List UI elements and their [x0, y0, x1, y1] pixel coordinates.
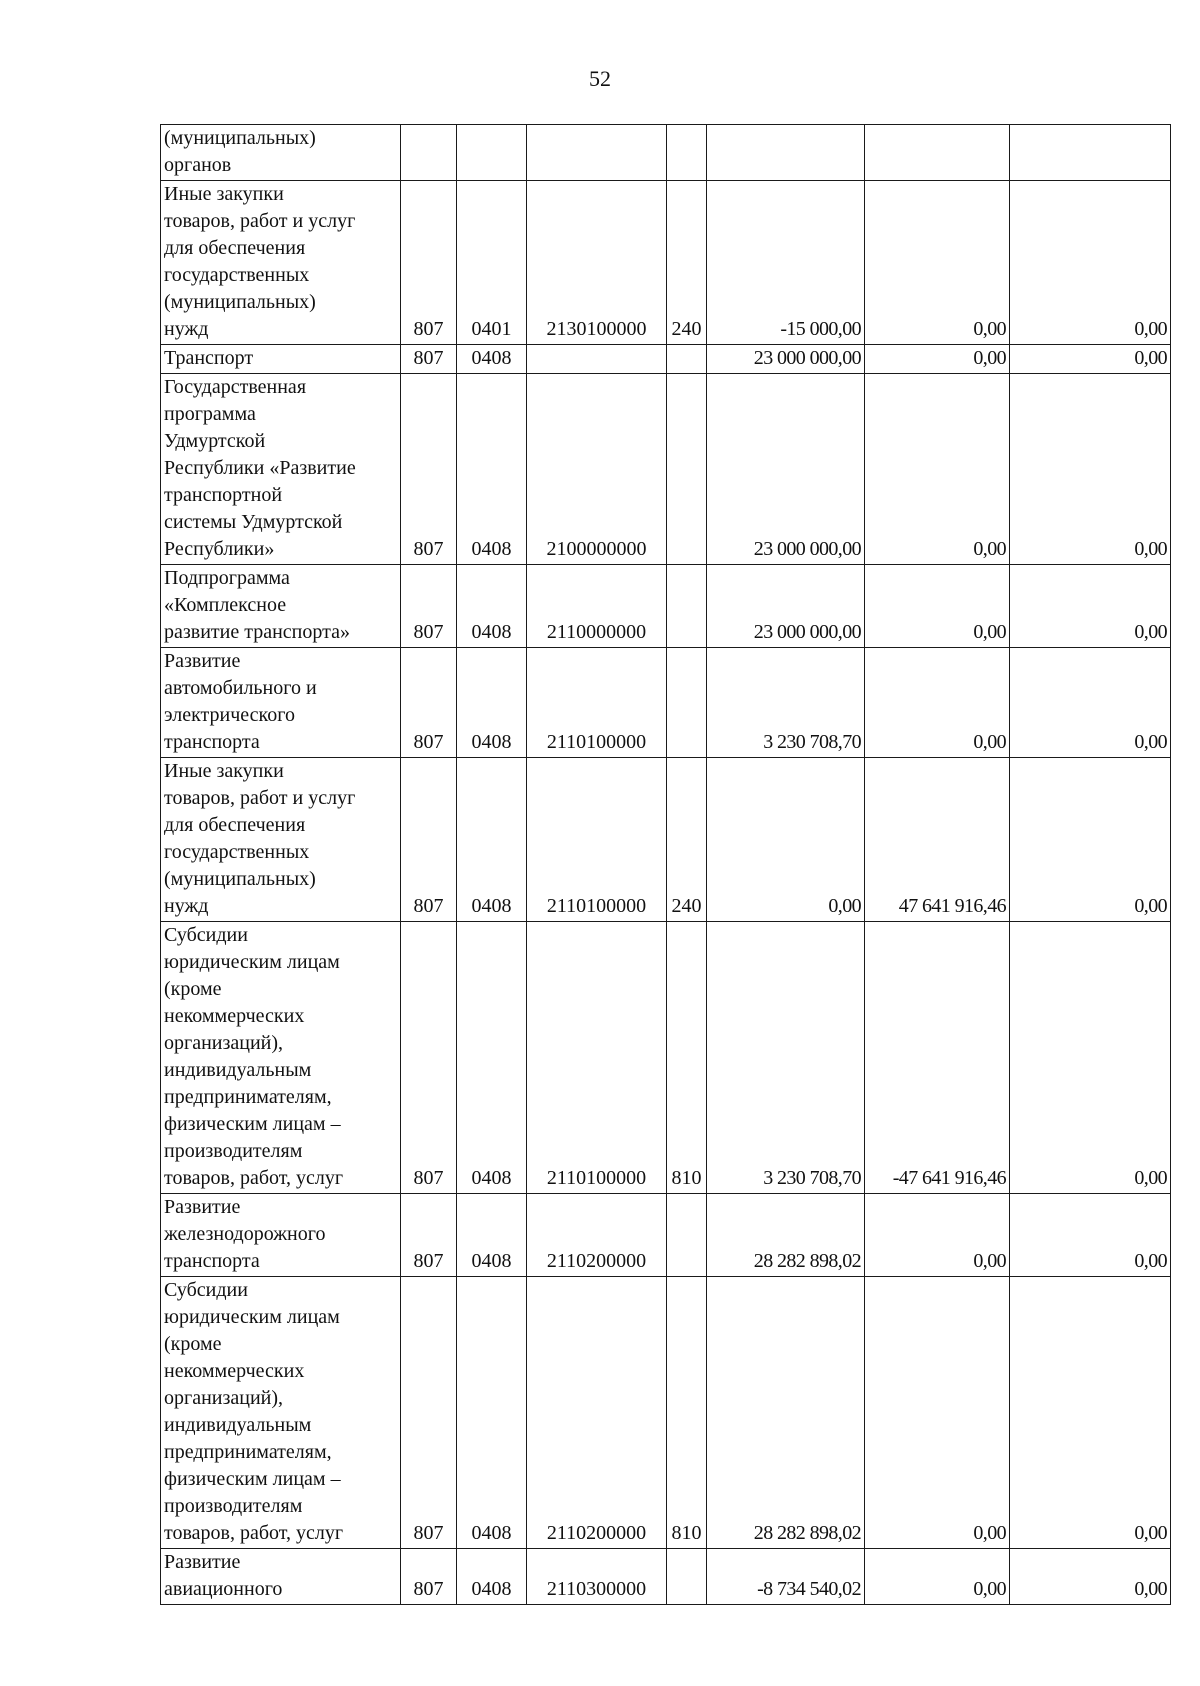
amount-2-cell: 0,00: [865, 565, 1010, 648]
expense-type-cell: [667, 125, 707, 181]
row-name-cell: [161, 1277, 401, 1549]
table-row: [161, 125, 1171, 181]
row-name-cell: [161, 1194, 401, 1277]
table-row: [161, 181, 1171, 345]
table-row: [161, 345, 1171, 374]
amount-1-cell: -8 734 540,02: [707, 1549, 865, 1605]
target-article-cell: [527, 345, 667, 374]
table-row: [161, 565, 1171, 648]
section-code-cell: 0408: [457, 1194, 527, 1277]
expense-type-cell: [667, 565, 707, 648]
row-name-text: Иные закупки товаров, работ и услуг для обеспечения государственных (муниципальных) нужд: [164, 760, 356, 917]
amount-3-cell: 0,00: [1010, 374, 1171, 565]
row-name-cell: [161, 758, 401, 922]
target-article-cell: 2130100000: [527, 181, 667, 345]
amount-3-cell: 0,00: [1010, 648, 1171, 758]
row-name-cell: [161, 565, 401, 648]
target-article-cell: 2110100000: [527, 758, 667, 922]
amount-2-cell: -47 641 916,46: [865, 922, 1010, 1194]
ved-code-cell: [401, 125, 457, 181]
table-row: [161, 648, 1171, 758]
expense-type-cell: [667, 345, 707, 374]
row-name-cell: [161, 125, 401, 181]
ved-code-cell: 807: [401, 1194, 457, 1277]
amount-3-cell: 0,00: [1010, 1277, 1171, 1549]
amount-1-cell: 3 230 708,70: [707, 648, 865, 758]
amount-2-cell: 0,00: [865, 1549, 1010, 1605]
amount-1-cell: 28 282 898,02: [707, 1194, 865, 1277]
amount-2-cell: 0,00: [865, 648, 1010, 758]
target-article-cell: 2100000000: [527, 374, 667, 565]
row-name-text: Подпрограмма «Комплексное развитие транспорта»: [164, 567, 350, 643]
section-code-cell: 0401: [457, 181, 527, 345]
table-row: [161, 1549, 1171, 1605]
amount-1-cell: 23 000 000,00: [707, 374, 865, 565]
amount-1-cell: 23 000 000,00: [707, 565, 865, 648]
row-name-text: Развитие автомобильного и электрического транспорта: [164, 650, 317, 753]
row-name-text: Государственная программа Удмуртской Республики «Развитие транспортной системы Удмуртской Республики»: [164, 376, 356, 560]
amount-2-cell: 0,00: [865, 345, 1010, 374]
amount-2-cell: 0,00: [865, 1194, 1010, 1277]
target-article-cell: 2110100000: [527, 648, 667, 758]
row-name-cell: [161, 648, 401, 758]
amount-2-cell: [865, 125, 1010, 181]
amount-3-cell: 0,00: [1010, 922, 1171, 1194]
ved-code-cell: 807: [401, 181, 457, 345]
expense-type-cell: 810: [667, 1277, 707, 1549]
section-code-cell: 0408: [457, 922, 527, 1194]
page-number: 52: [589, 66, 611, 91]
section-code-cell: 0408: [457, 345, 527, 374]
amount-1-cell: [707, 125, 865, 181]
expense-type-cell: 240: [667, 758, 707, 922]
expense-type-cell: [667, 374, 707, 565]
target-article-cell: 2110200000: [527, 1194, 667, 1277]
section-code-cell: 0408: [457, 374, 527, 565]
ved-code-cell: 807: [401, 1277, 457, 1549]
amount-2-cell: 47 641 916,46: [865, 758, 1010, 922]
section-code-cell: [457, 125, 527, 181]
table-row: [161, 922, 1171, 1194]
target-article-cell: 2110200000: [527, 1277, 667, 1549]
row-name-text: (муниципальных) органов: [164, 127, 316, 176]
ved-code-cell: 807: [401, 565, 457, 648]
amount-1-cell: 23 000 000,00: [707, 345, 865, 374]
ved-code-cell: 807: [401, 1549, 457, 1605]
expense-type-cell: 810: [667, 922, 707, 1194]
ved-code-cell: 807: [401, 648, 457, 758]
row-name-cell: [161, 345, 401, 374]
table-row: [161, 758, 1171, 922]
row-name-text: Развитие авиационного: [164, 1551, 283, 1600]
budget-table: [160, 124, 1171, 1605]
row-name-cell: [161, 1549, 401, 1605]
amount-1-cell: 3 230 708,70: [707, 922, 865, 1194]
row-name-text: Транспорт: [164, 347, 254, 369]
expense-type-cell: 240: [667, 181, 707, 345]
row-name-text: Субсидии юридическим лицам (кроме некоммерческих организаций), индивидуальным предпринимателям, физическим лицам – производителям товаров, работ, услуг: [164, 1279, 344, 1544]
amount-1-cell: -15 000,00: [707, 181, 865, 345]
budget-table-body: [161, 125, 1171, 1605]
amount-3-cell: 0,00: [1010, 345, 1171, 374]
ved-code-cell: 807: [401, 758, 457, 922]
table-row: [161, 1194, 1171, 1277]
amount-3-cell: 0,00: [1010, 1194, 1171, 1277]
row-name-text: Субсидии юридическим лицам (кроме некоммерческих организаций), индивидуальным предпринимателям, физическим лицам – производителям товаров, работ, услуг: [164, 924, 344, 1189]
row-name-cell: [161, 374, 401, 565]
section-code-cell: 0408: [457, 565, 527, 648]
expense-type-cell: [667, 648, 707, 758]
ved-code-cell: 807: [401, 922, 457, 1194]
target-article-cell: 2110100000: [527, 922, 667, 1194]
expense-type-cell: [667, 1194, 707, 1277]
row-name-text: Иные закупки товаров, работ и услуг для обеспечения государственных (муниципальных) нужд: [164, 183, 356, 340]
ved-code-cell: 807: [401, 345, 457, 374]
row-name-text: Развитие железнодорожного транспорта: [164, 1196, 326, 1272]
section-code-cell: 0408: [457, 648, 527, 758]
table-row: [161, 1277, 1171, 1549]
amount-1-cell: 0,00: [707, 758, 865, 922]
expense-type-cell: [667, 1549, 707, 1605]
section-code-cell: 0408: [457, 1277, 527, 1549]
row-name-cell: [161, 922, 401, 1194]
amount-3-cell: 0,00: [1010, 1549, 1171, 1605]
target-article-cell: [527, 125, 667, 181]
amount-3-cell: 0,00: [1010, 181, 1171, 345]
section-code-cell: 0408: [457, 758, 527, 922]
section-code-cell: 0408: [457, 1549, 527, 1605]
amount-3-cell: [1010, 125, 1171, 181]
target-article-cell: 2110000000: [527, 565, 667, 648]
amount-3-cell: 0,00: [1010, 758, 1171, 922]
amount-2-cell: 0,00: [865, 181, 1010, 345]
amount-2-cell: 0,00: [865, 374, 1010, 565]
amount-2-cell: 0,00: [865, 1277, 1010, 1549]
amount-1-cell: 28 282 898,02: [707, 1277, 865, 1549]
ved-code-cell: 807: [401, 374, 457, 565]
row-name-cell: [161, 181, 401, 345]
amount-3-cell: 0,00: [1010, 565, 1171, 648]
target-article-cell: 2110300000: [527, 1549, 667, 1605]
table-row: [161, 374, 1171, 565]
